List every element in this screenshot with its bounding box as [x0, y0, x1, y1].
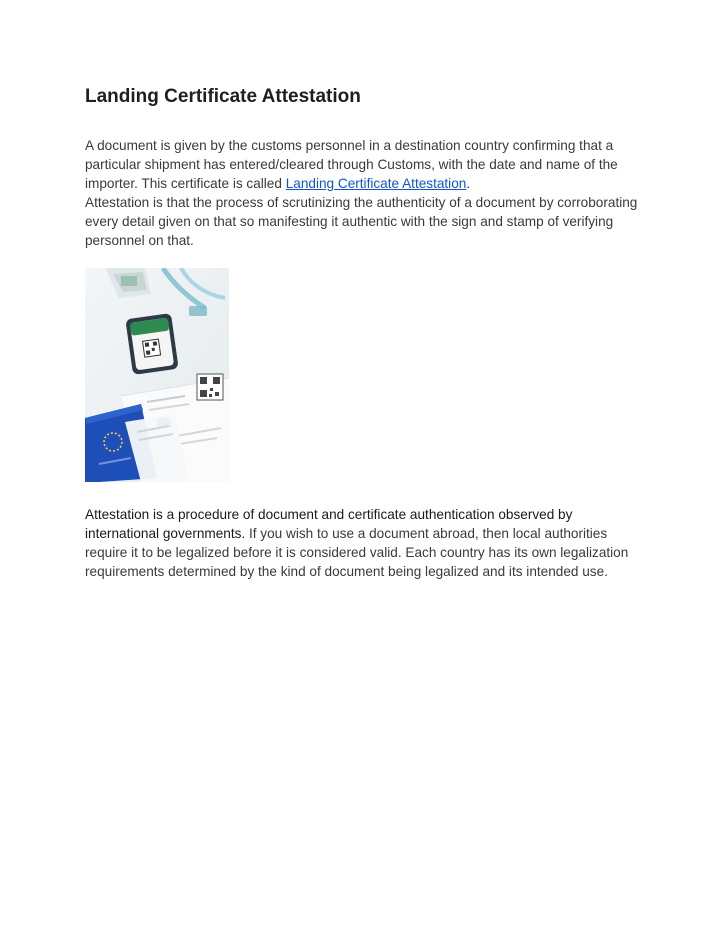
- intro-text-end: .: [466, 176, 471, 191]
- attestation-definition: Attestation is that the process of scrutinizing the authenticity of a document by corroborating every detail given on that so manifesting it authentic with the sign and stamp of verifying personnel on that.: [85, 195, 638, 248]
- attestation-rest: If you wish to use a document abroad, then local authorities require it to be legalized before it is considered valid. Each country has its own legalization requirements determined by the kind of document being legalized and its intended use.: [85, 526, 629, 579]
- attestation-lead: Attestation is a procedure of document and certificate authentication observed by international governments.: [85, 507, 573, 541]
- page-title: Landing Certificate Attestation: [85, 86, 361, 107]
- intro-text: A document is given by the customs personnel in a destination country confirming that a particular shipment has entered/cleared through Customs, with the date and name of the importer. This certificate is called: [85, 138, 618, 191]
- passport-phone-photo: [85, 268, 229, 482]
- intro-paragraph: [85, 136, 645, 250]
- landing-certificate-link[interactable]: Landing Certificate Attestation: [285, 176, 467, 191]
- attestation-paragraph: [85, 505, 645, 581]
